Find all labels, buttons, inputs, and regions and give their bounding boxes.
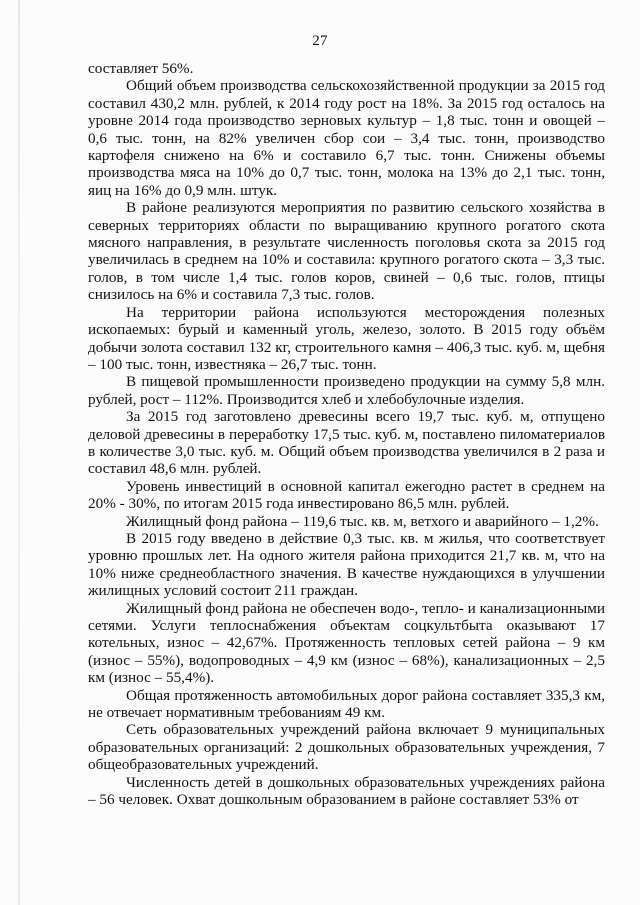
- paragraph-education-network: Сеть образовательных учреждений района включает 9 муниципальных образовательных организаций: 2 дошкольных образовательных учреждения, 7 общеобразовательных учреждений.: [88, 721, 605, 774]
- paragraph-housing-construction: В 2015 году введено в действие 0,3 тыс. кв. м жилья, что соответствует уровню прошлых лет. На одного жителя района приходится 21,7 кв. м, что на 10% ниже среднеобластного значения. В качестве нуждающихся в улучшении жилищных условий состоит 211 граждан.: [88, 529, 605, 600]
- paragraph-roads: Общая протяженность автомобильных дорог района составляет 335,3 км, не отвечает нормативным требованиям 49 км.: [88, 686, 605, 722]
- paragraph-food-industry: В пищевой промышленности произведено продукции на сумму 5,8 млн. рублей, рост – 112%. Производится хлеб и хлебобулочные изделия.: [88, 373, 605, 408]
- paragraph-investment: Уровень инвестиций в основной капитал ежегодно растет в среднем на 20% - 30%, по итогам 2015 года инвестировано 86,5 млн. рублей.: [88, 477, 605, 513]
- paragraph-housing-stock: Жилищный фонд района – 119,6 тыс. кв. м, ветхого и аварийного – 1,2%.: [126, 512, 599, 530]
- paragraph-timber: За 2015 год заготовлено древесины всего 19,7 тыс. куб. м, отпущено деловой древесины в переработку 17,5 тыс. куб. м, поставлено пиломатериалов в количестве 3,0 тыс. куб. м. Общий объем производства увеличился в 2 раза и составил 48,6 млн. рублей.: [88, 408, 605, 478]
- scan-edge: [18, 0, 20, 905]
- page-number: 27: [312, 33, 328, 49]
- paragraph-utilities: Жилищный фонд района не обеспечен водо-, тепло- и канализационными сетями. Услуги теплоснабжения объектам соцкультбыта оказывают 17 котельных, износ – 42,67%. Протяженность тепловых сетей района – 9 км (износ – 55%), водопроводных – 4,9 км (износ – 68%), канализационных – 2,5 км (износ – 55,4%).: [88, 599, 605, 687]
- paragraph-livestock: В районе реализуются мероприятия по развитию сельского хозяйства в северных территориях области по выращиванию крупного рогатого скота мясного направления, в результате численность поголовья скота за 2015 год увеличилась в среднем на 10% и составила: крупного рогатого скота – 3,3 тыс. голов, в том числе 1,4 тыс. голов коров, свиней – 0,6 тыс. голов, птицы снизилось на 6% и составила 7,3 тыс. голов.: [88, 199, 605, 304]
- paragraph-agriculture-output: Общий объем производства сельскохозяйственной продукции за 2015 год составил 430,2 млн. рублей, к 2014 году рост на 18%. За 2015 год осталось на уровне 2014 года производство зерновых культур – 1,8 тыс. тонн и овощей – 0,6 тыс. тонн, на 82% увеличен сбор сои – 3,4 тыс. тонн, производство картофеля снижено на 6% и составило 6,7 тыс. тонн. Снижены объемы производства мяса на 10% до 0,7 тыс. тонн, молока на 13% до 2,1 тыс. тонн, яиц на 16% до 0,9 млн. штук.: [88, 77, 605, 199]
- paragraph-mineral-resources: На территории района используются месторождения полезных ископаемых: бурый и каменный уголь, железо, золото. В 2015 году объём добычи золота составил 132 кг, строительного камня – 406,3 тыс. куб. м, щебня – 100 тыс. тонн, известняка – 26,7 тыс. тонн.: [88, 303, 605, 373]
- paragraph-continuation: составляет 56%.: [88, 60, 194, 77]
- document-body: [88, 60, 605, 808]
- paragraph-preschool: Численность детей в дошкольных образовательных учреждениях района – 56 человек. Охват дошкольным образованием в районе составляет 53% от: [88, 773, 605, 809]
